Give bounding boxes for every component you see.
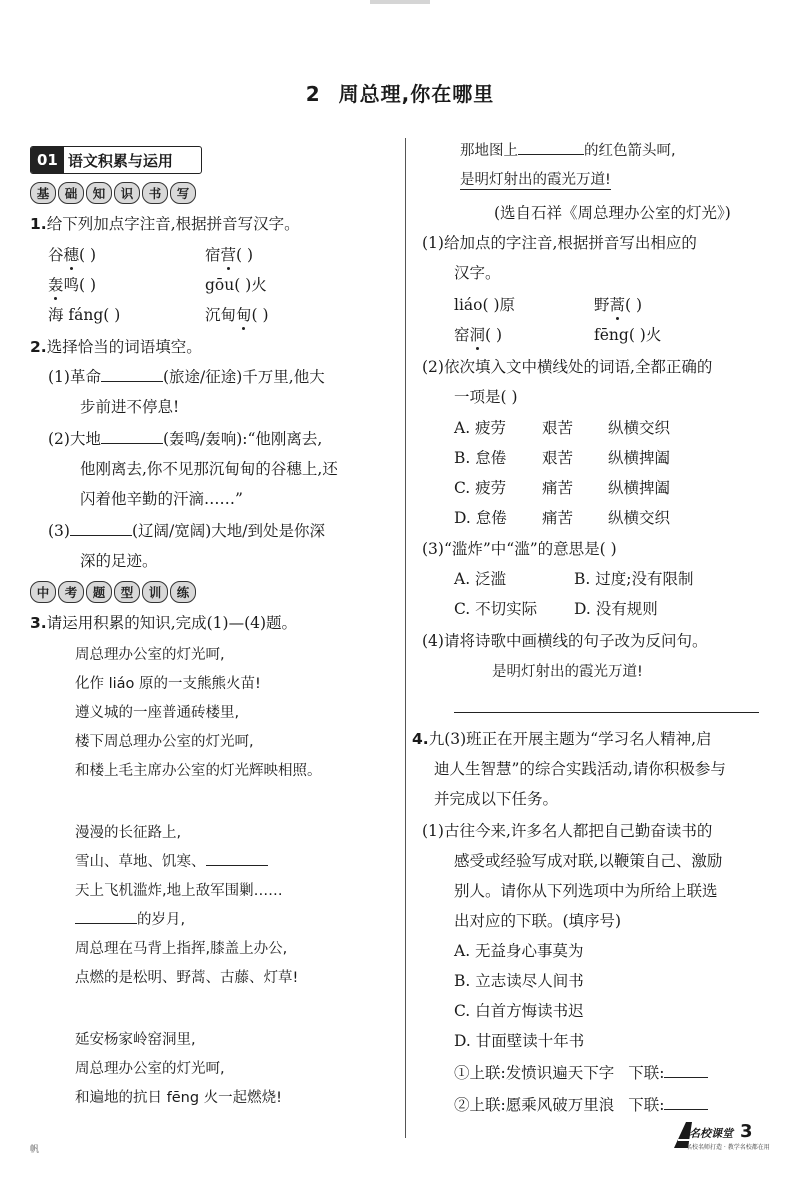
q2-prompt: 2.选择恰当的词语填空。 bbox=[30, 338, 202, 356]
q4-sub1: (1)古往今来,许多名人都把自己勤奋读书的 bbox=[422, 822, 713, 840]
option-a: A. 泛滥 bbox=[454, 570, 507, 588]
tag-char: 题 bbox=[86, 581, 112, 603]
brand-logo-subtext: 名校名师打造 · 教学名校都在用 bbox=[686, 1144, 770, 1151]
tag-char: 书 bbox=[142, 182, 168, 204]
tag-char: 训 bbox=[142, 581, 168, 603]
q4-prompt: 迪人生智慧”的综合实践活动,请你积极参与 bbox=[434, 760, 726, 778]
option-d: 纵横交织 bbox=[608, 509, 671, 527]
exam-training-tag bbox=[30, 581, 196, 603]
tag-char: 练 bbox=[170, 581, 196, 603]
tag-char: 中 bbox=[30, 581, 56, 603]
q2-sentence: 深的足迹。 bbox=[80, 552, 158, 570]
tag-char: 识 bbox=[114, 182, 140, 204]
option-a: A. 疲劳 bbox=[454, 419, 507, 437]
basic-knowledge-tag bbox=[30, 182, 196, 204]
page-number: 3 bbox=[740, 1121, 753, 1142]
q2-sentence: (1)革命 (旅途/征途)千万里,他大 bbox=[48, 368, 325, 386]
option-b: 纵横捭阖 bbox=[608, 449, 671, 467]
q4-prompt: 4.九(3)班正在开展主题为“学习名人精神,启 bbox=[412, 730, 712, 748]
poem-source: (选自石祥《周总理办公室的灯光》) bbox=[494, 204, 731, 222]
q3-sub1-item: 野蒿( ) bbox=[594, 296, 643, 314]
q1-item: 谷穗( ) bbox=[48, 246, 97, 264]
option-d: D. 没有规则 bbox=[574, 600, 658, 618]
poem-line: 那地图上 的红色箭头呵, bbox=[460, 140, 676, 162]
poem-line: 点燃的是松明、野蒿、古藤、灯草! bbox=[75, 970, 299, 986]
q1-item: 宿营( ) bbox=[205, 246, 254, 264]
lesson-number: 2 bbox=[305, 82, 321, 106]
poem-line: 楼下周总理办公室的灯光呵, bbox=[75, 734, 254, 750]
tag-char: 基 bbox=[30, 182, 56, 204]
poem-line: 的岁月, bbox=[75, 909, 185, 931]
tag-char: 型 bbox=[114, 581, 140, 603]
q1-item: gōu( )火 bbox=[205, 276, 267, 294]
q4-sub1: 感受或经验写成对联,以鞭策自己、激励 bbox=[454, 852, 723, 870]
option-c: 痛苦 bbox=[542, 479, 574, 497]
tag-char: 考 bbox=[58, 581, 84, 603]
page-title bbox=[0, 78, 800, 107]
option-c: C. 疲劳 bbox=[454, 479, 507, 497]
section-title: 语文积累与运用 bbox=[67, 151, 173, 170]
poem-line: 周总理在马背上指挥,膝盖上办公, bbox=[75, 941, 288, 957]
q4-sub1: 出对应的下联。(填序号) bbox=[454, 912, 622, 930]
poem-line: 化作 liáo 原的一支熊熊火苗! bbox=[75, 676, 261, 692]
option-a: A. 无益身心事莫为 bbox=[454, 942, 584, 960]
q1-item: 海 fáng( ) bbox=[48, 306, 121, 324]
poem-line: 遵义城的一座普通砖楼里, bbox=[75, 705, 240, 721]
poem-line: 雪山、草地、饥寒、 bbox=[75, 851, 268, 873]
option-d: D. 甘面壁读十年书 bbox=[454, 1032, 585, 1050]
q3-sub4: (4)请将诗歌中画横线的句子改为反问句。 bbox=[422, 632, 708, 650]
q3-sub1: 汉字。 bbox=[454, 264, 501, 282]
section-badge: 01 bbox=[31, 147, 64, 173]
q3-sub1-item: liáo( )原 bbox=[454, 296, 516, 314]
poem-line: 和楼上毛主席办公室的灯光辉映相照。 bbox=[75, 763, 322, 779]
poem-underlined-line: 是明灯射出的霞光万道! bbox=[460, 172, 611, 188]
tag-char: 础 bbox=[58, 182, 84, 204]
q2-sentence: 他刚离去,你不见那沉甸甸的谷穗上,还 bbox=[80, 460, 338, 478]
option-d: D. 怠倦 bbox=[454, 509, 507, 527]
q2-sentence: (2)大地 (轰鸣/轰响):“他刚离去, bbox=[48, 430, 323, 448]
q2-sentence: 闪着他辛勤的汗滴……” bbox=[80, 490, 243, 508]
poem-line: 和遍地的抗日 fēng 火一起燃烧! bbox=[75, 1090, 282, 1106]
couplet-pair: ②上联:愿乘风破万里浪 下联: bbox=[454, 1094, 708, 1116]
poem-line: 漫漫的长征路上, bbox=[75, 825, 182, 841]
scan-mark bbox=[370, 0, 430, 4]
q2-sentence: 步前进不停息! bbox=[80, 398, 180, 416]
q3-prompt: 3.请运用积累的知识,完成(1)—(4)题。 bbox=[30, 614, 298, 632]
q2-sentence: (3) (辽阔/宽阔)大地/到处是你深 bbox=[48, 522, 326, 540]
tag-char: 知 bbox=[86, 182, 112, 204]
q3-sub3: (3)“滥炸”中“滥”的意思是( ) bbox=[422, 540, 617, 558]
q3-sub1-item: fēng( )火 bbox=[594, 326, 662, 344]
q1-item: 轰鸣( ) bbox=[48, 276, 97, 294]
column-divider bbox=[405, 138, 406, 1138]
poem-line: 天上飞机滥炸,地上敌军围剿…… bbox=[75, 883, 283, 899]
q3-sub1-item: 窑洞( ) bbox=[454, 326, 503, 344]
answer-line bbox=[454, 712, 759, 713]
poem-line: 周总理办公室的灯光呵, bbox=[75, 1061, 225, 1077]
lesson-title: 周总理,你在哪里 bbox=[338, 82, 495, 106]
option-c: 纵横捭阖 bbox=[608, 479, 671, 497]
quote-line: 是明灯射出的霞光万道! bbox=[492, 664, 643, 680]
couplet-pair: ①上联:发愤识遍天下字 下联: bbox=[454, 1062, 708, 1084]
poem-line: 周总理办公室的灯光呵, bbox=[75, 647, 225, 663]
q3-sub2: (2)依次填入文中横线处的词语,全都正确的 bbox=[422, 358, 713, 376]
poem-line: 延安杨家岭窑洞里, bbox=[75, 1032, 196, 1048]
q4-sub1: 别人。请你从下列选项中为所给上联选 bbox=[454, 882, 718, 900]
footer-mark: 帆 bbox=[30, 1145, 40, 1155]
option-b: B. 过度;没有限制 bbox=[574, 570, 694, 588]
brand-logo-text: 名校课堂 bbox=[689, 1127, 733, 1140]
tag-char: 写 bbox=[170, 182, 196, 204]
q4-prompt: 并完成以下任务。 bbox=[434, 790, 559, 808]
option-c: C. 白首方悔读书迟 bbox=[454, 1002, 584, 1020]
section-header bbox=[30, 146, 202, 174]
option-d: 痛苦 bbox=[542, 509, 574, 527]
option-a: 纵横交织 bbox=[608, 419, 671, 437]
q3-sub2: 一项是( ) bbox=[454, 388, 518, 406]
q1-prompt: 1.给下列加点字注音,根据拼音写汉字。 bbox=[30, 215, 300, 233]
option-b: B. 立志读尽人间书 bbox=[454, 972, 584, 990]
q1-item: 沉甸甸( ) bbox=[205, 306, 269, 324]
option-a: 艰苦 bbox=[542, 419, 574, 437]
q3-sub1: (1)给加点的字注音,根据拼音写出相应的 bbox=[422, 234, 697, 252]
option-c: C. 不切实际 bbox=[454, 600, 538, 618]
option-b: B. 怠倦 bbox=[454, 449, 507, 467]
option-b: 艰苦 bbox=[542, 449, 574, 467]
